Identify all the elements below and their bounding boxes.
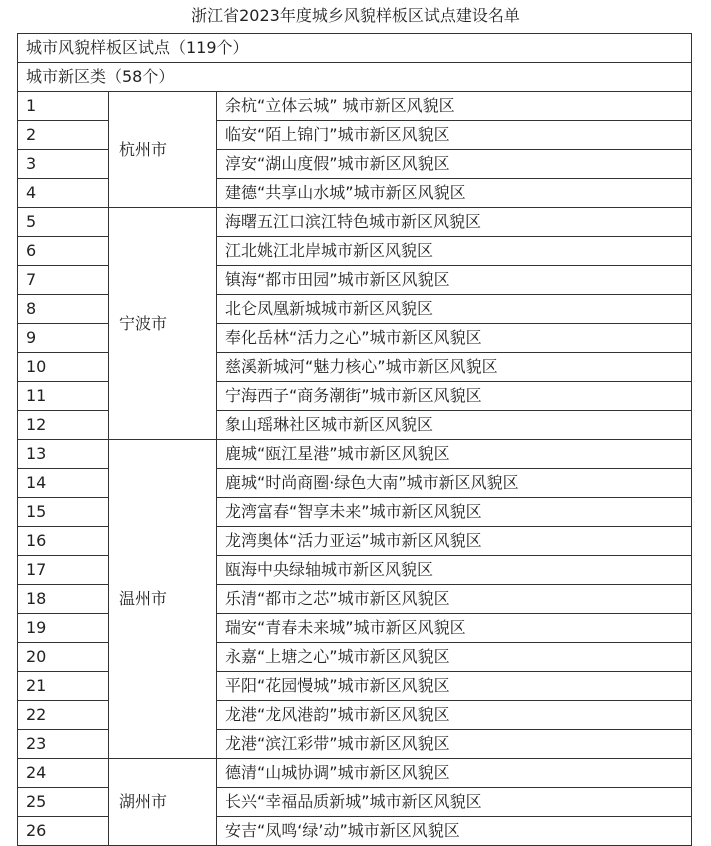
row-number: 19 xyxy=(18,614,109,643)
district-name: 龙湾奥体“活力亚运”城市新区风貌区 xyxy=(217,527,692,556)
district-name: 长兴“幸福品质新城”城市新区风貌区 xyxy=(217,788,692,817)
district-name: 永嘉“上塘之心”城市新区风貌区 xyxy=(217,643,692,672)
row-number: 8 xyxy=(18,295,109,324)
district-name: 龙湾富春“智享未来”城市新区风貌区 xyxy=(217,498,692,527)
district-name: 德清“山城协调”城市新区风貌区 xyxy=(217,759,692,788)
row-number: 10 xyxy=(18,353,109,382)
row-number: 6 xyxy=(18,237,109,266)
section-header: 城市风貌样板区试点（119个） xyxy=(18,34,692,63)
district-name: 象山瑶琳社区城市新区风貌区 xyxy=(217,411,692,440)
category-header-row xyxy=(18,63,692,92)
district-name: 龙港“滨江彩带”城市新区风貌区 xyxy=(217,730,692,759)
district-name: 建德“共享山水城”城市新区风貌区 xyxy=(217,179,692,208)
table-body xyxy=(18,34,692,846)
district-name: 鹿城“瓯江星港”城市新区风貌区 xyxy=(217,440,692,469)
district-name: 北仑凤凰新城城市新区风貌区 xyxy=(217,295,692,324)
district-name: 海曙五江口滨江特色城市新区风貌区 xyxy=(217,208,692,237)
district-name: 瓯海中央绿轴城市新区风貌区 xyxy=(217,556,692,585)
city-cell: 湖州市 xyxy=(109,759,217,846)
district-name: 淳安“湖山度假”城市新区风貌区 xyxy=(217,150,692,179)
row-number: 15 xyxy=(18,498,109,527)
district-name: 临安“陌上锦门”城市新区风貌区 xyxy=(217,121,692,150)
row-number: 11 xyxy=(18,382,109,411)
city-cell: 宁波市 xyxy=(109,208,217,440)
row-number: 14 xyxy=(18,469,109,498)
table-row xyxy=(18,759,692,788)
table-row xyxy=(18,440,692,469)
district-name: 龙港“龙风港韵”城市新区风貌区 xyxy=(217,701,692,730)
district-name: 鹿城“时尚商圈·绿色大南”城市新区风貌区 xyxy=(217,469,692,498)
page-title: 浙江省2023年度城乡风貌样板区试点建设名单 xyxy=(191,6,520,25)
row-number: 4 xyxy=(18,179,109,208)
row-number: 20 xyxy=(18,643,109,672)
district-name: 余杭“立体云城” 城市新区风貌区 xyxy=(217,92,692,121)
category-header: 城市新区类（58个） xyxy=(18,63,692,92)
row-number: 24 xyxy=(18,759,109,788)
row-number: 22 xyxy=(18,701,109,730)
district-name: 宁海西子“商务潮街”城市新区风貌区 xyxy=(217,382,692,411)
row-number: 16 xyxy=(18,527,109,556)
row-number: 21 xyxy=(18,672,109,701)
row-number: 3 xyxy=(18,150,109,179)
row-number: 23 xyxy=(18,730,109,759)
row-number: 13 xyxy=(18,440,109,469)
district-name: 瑞安“青春未来城”城市新区风貌区 xyxy=(217,614,692,643)
row-number: 26 xyxy=(18,817,109,846)
table-row xyxy=(18,208,692,237)
table-row xyxy=(18,92,692,121)
city-cell: 温州市 xyxy=(109,440,217,759)
row-number: 7 xyxy=(18,266,109,295)
district-name: 慈溪新城河“魅力核心”城市新区风貌区 xyxy=(217,353,692,382)
district-name: 江北姚江北岸城市新区风貌区 xyxy=(217,237,692,266)
row-number: 1 xyxy=(18,92,109,121)
row-number: 9 xyxy=(18,324,109,353)
row-number: 17 xyxy=(18,556,109,585)
row-number: 12 xyxy=(18,411,109,440)
district-name: 乐清“都市之芯”城市新区风貌区 xyxy=(217,585,692,614)
row-number: 18 xyxy=(18,585,109,614)
row-number: 25 xyxy=(18,788,109,817)
pilot-list-table xyxy=(17,33,692,846)
city-cell: 杭州市 xyxy=(109,92,217,208)
row-number: 2 xyxy=(18,121,109,150)
section-header-row xyxy=(18,34,692,63)
district-name: 镇海“都市田园”城市新区风貌区 xyxy=(217,266,692,295)
district-name: 奉化岳林“活力之心”城市新区风貌区 xyxy=(217,324,692,353)
district-name: 安吉“凤鸣‘绿’动”城市新区风貌区 xyxy=(217,817,692,846)
row-number: 5 xyxy=(18,208,109,237)
district-name: 平阳“花园慢城”城市新区风貌区 xyxy=(217,672,692,701)
